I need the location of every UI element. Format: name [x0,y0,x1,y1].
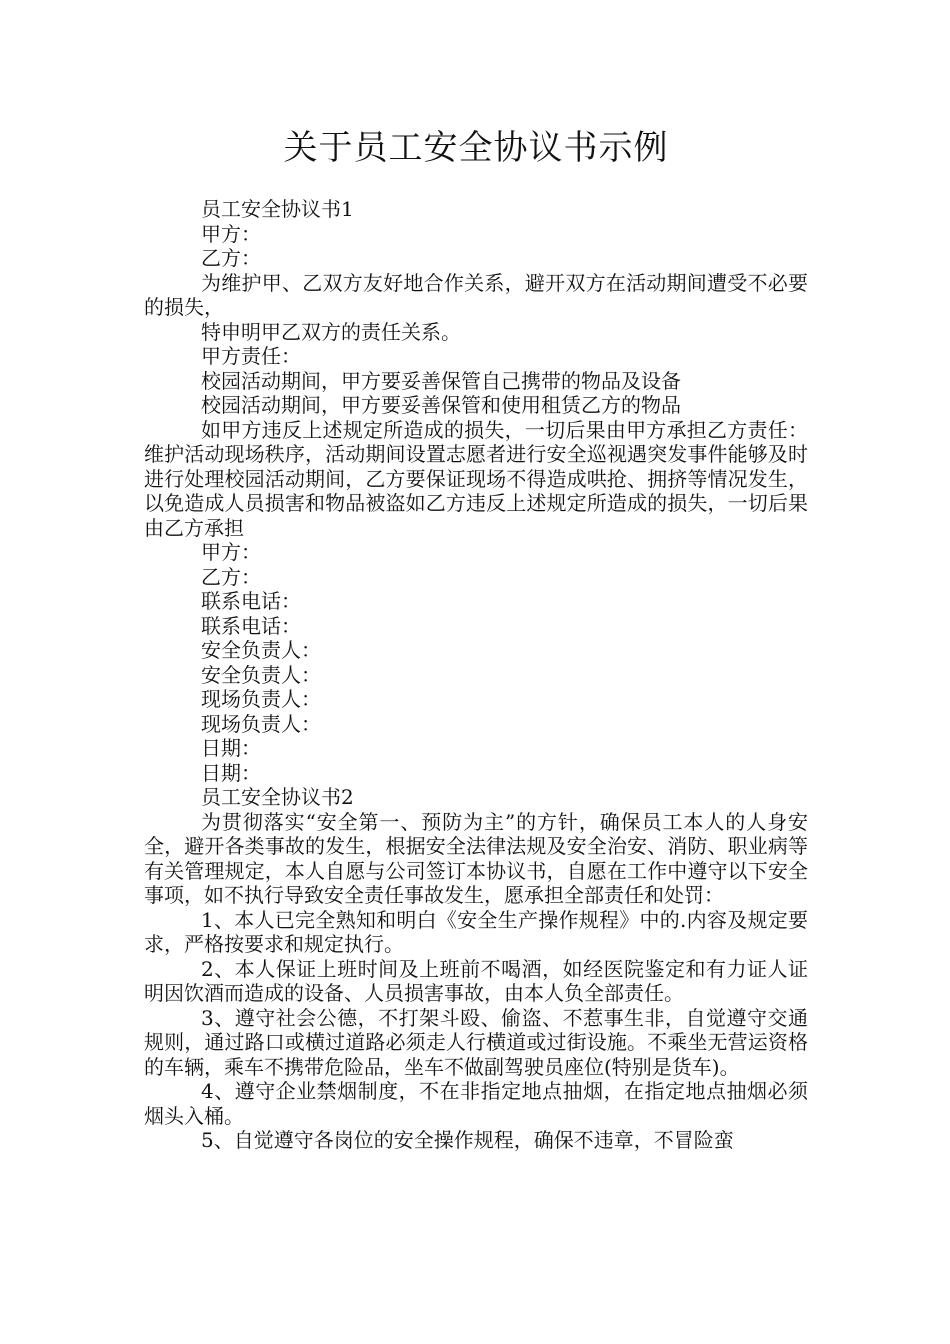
paragraph: 5、自觉遵守各岗位的安全操作规程，确保不违章，不冒险蛮 [201,1128,734,1152]
paragraph: 校园活动期间，甲方要妥善保管和使用租赁乙方的物品 [201,393,681,417]
signature-line: 联系电话： [201,613,301,638]
paragraph: 2、本人保证上班时间及上班前不喝酒，如经医院鉴定和有力证人证明因饮酒而造成的设备、人员损害事故，由本人负全部责任。 [144,956,808,1005]
signature-line: 安全负责人： [201,638,321,662]
party-a-label: 甲方： [201,221,261,246]
document-page [144,120,808,1153]
signature-line: 联系电话： [201,589,301,613]
paragraph: 校园活动期间，甲方要妥善保管自己携带的物品及设备 [201,368,681,393]
signature-line: 甲方： [201,540,261,564]
paragraph: 为维护甲、乙双方友好地合作关系，避开双方在活动期间遭受不必要的损失， [144,270,808,319]
section-heading: 员工安全协议书1 [201,197,354,221]
paragraph: 1、本人已完全熟知和明白《安全生产操作规程》中的.内容及规定要求，严格按要求和规定执行。 [144,907,808,956]
paragraph: 3、遵守社会公德，不打架斗殴、偷盗、不惹事生非，自觉遵守交通规则，通过路口或横过道路必须走人行横道或过街设施。不乘坐无营运资格的车辆，乘车不携带危险品，坐车不做副驾驶员座位(特别是货车)。 [144,1005,808,1079]
paragraph: 为贯彻落实“安全第一、预防为主”的方针，确保员工本人的人身安全，避开各类事故的发生，根据安全法律法规及安全治安、消防、职业病等有关管理规定，本人自愿与公司签订本协议书，自愿在工作中遵守以下安全事项，如不执行导致安全责任事故发生，愿承担全部责任和处罚： [144,809,808,907]
paragraph: 特申明甲乙双方的责任关系。 [201,319,461,344]
signature-line: 乙方： [201,564,261,589]
section-heading: 员工安全协议书2 [201,785,354,809]
signature-line: 安全负责人： [201,662,321,687]
paragraph: 如甲方违反上述规定所造成的损失，一切后果由甲方承担乙方责任：维护活动现场秩序，活动期间设置志愿者进行安全巡视遇突发事件能够及时进行处理校园活动期间，乙方要保证现场不得造成哄抢、拥挤等情况发生，以免造成人员损害和物品被盗如乙方违反上述规定所造成的损失，一切后果由乙方承担 [144,417,808,540]
document-body [144,197,808,1153]
signature-line: 现场负责人： [201,711,321,736]
signature-line: 日期： [201,760,261,785]
paragraph: 甲方责任： [201,344,301,368]
document-title: 关于员工安全协议书示例 [283,128,669,168]
paragraph: 4、遵守企业禁烟制度，不在非指定地点抽烟，在指定地点抽烟必须烟头入桶。 [144,1079,808,1128]
signature-line: 日期： [201,736,261,760]
party-b-label: 乙方： [201,246,261,270]
signature-line: 现场负责人： [201,687,321,711]
